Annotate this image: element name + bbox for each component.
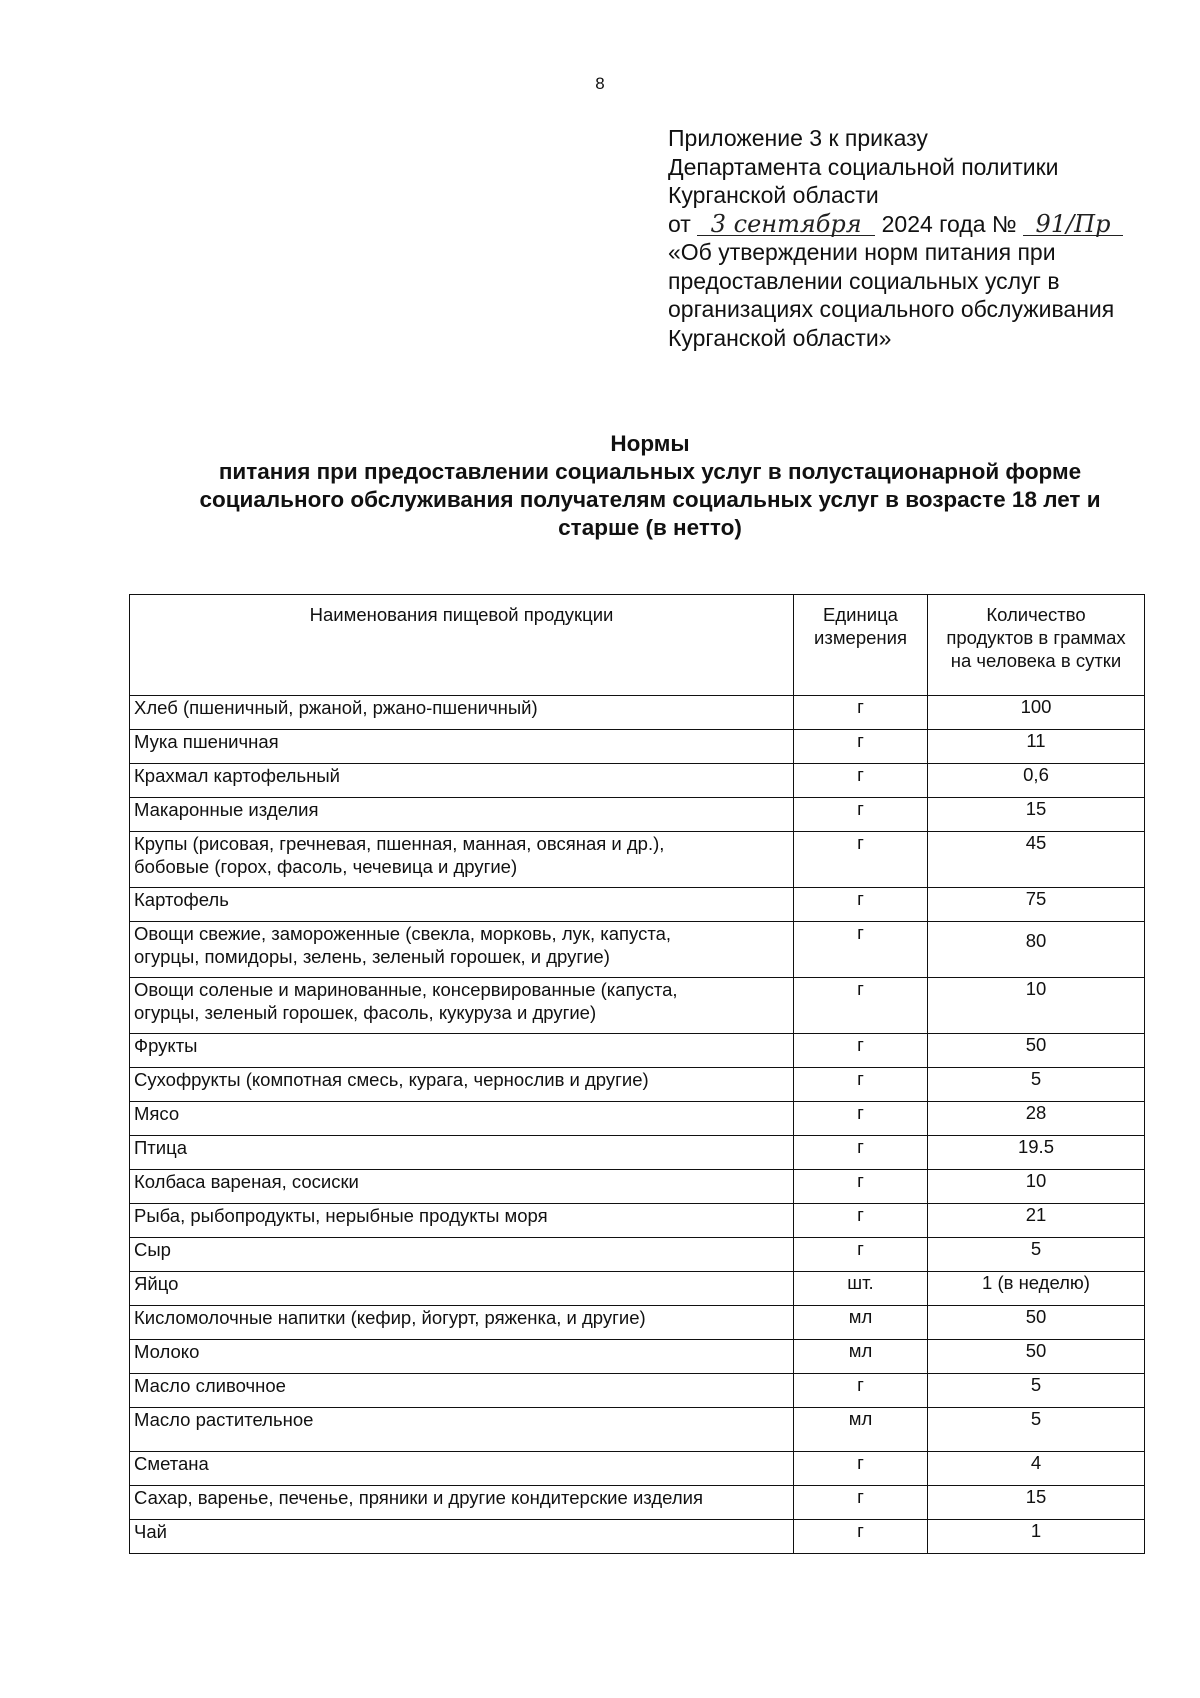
table-row — [130, 978, 1145, 1034]
header-text: продуктов в граммах — [946, 627, 1126, 648]
table-row — [130, 1204, 1145, 1238]
product-quantity: 21 — [928, 1204, 1145, 1238]
table-row — [130, 922, 1145, 978]
header-text: Количество — [986, 604, 1086, 625]
nutrition-norms-table — [129, 594, 1145, 1554]
product-name: Мука пшеничная — [130, 730, 794, 764]
product-unit: мл — [794, 1306, 928, 1340]
table-row — [130, 1102, 1145, 1136]
product-name: Мясо — [130, 1102, 794, 1136]
table-row — [130, 1452, 1145, 1486]
product-quantity: 28 — [928, 1102, 1145, 1136]
table-row — [130, 1374, 1145, 1408]
product-quantity: 1 (в неделю) — [928, 1272, 1145, 1306]
table-row — [130, 1068, 1145, 1102]
product-quantity: 50 — [928, 1034, 1145, 1068]
product-unit: г — [794, 978, 928, 1034]
product-name: Кисломолочные напитки (кефир, йогурт, ряженка, и другие) — [130, 1306, 794, 1340]
product-name-line: Крупы (рисовая, гречневая, пшенная, манная, овсяная и др.), — [134, 833, 665, 854]
table-row — [130, 1306, 1145, 1340]
appendix-line: Курганской области» — [668, 324, 892, 351]
product-name: Картофель — [130, 888, 794, 922]
product-name-line: Овощи свежие, замороженные (свекла, морковь, лук, капуста, — [134, 923, 672, 944]
product-unit: шт. — [794, 1272, 928, 1306]
table-row — [130, 764, 1145, 798]
product-name: Рыба, рыбопродукты, нерыбные продукты моря — [130, 1204, 794, 1238]
appendix-line: Курганской области — [668, 182, 879, 208]
table-row — [130, 1034, 1145, 1068]
document-title — [140, 430, 1160, 542]
product-quantity: 15 — [928, 798, 1145, 832]
product-quantity: 5 — [928, 1374, 1145, 1408]
table-row — [130, 696, 1145, 730]
product-unit: г — [794, 1068, 928, 1102]
table-row — [130, 798, 1145, 832]
handwritten-order-number: 91/Пр — [1023, 213, 1123, 236]
product-name-line: огурцы, помидоры, зелень, зеленый горошек, и другие) — [134, 946, 610, 967]
product-name: Масло растительное — [130, 1408, 794, 1452]
product-unit: г — [794, 1486, 928, 1520]
table-row — [130, 1272, 1145, 1306]
table-row — [130, 1486, 1145, 1520]
table-row — [130, 1340, 1145, 1374]
product-name: Фрукты — [130, 1034, 794, 1068]
header-text: измерения — [814, 627, 907, 648]
table-row — [130, 730, 1145, 764]
product-unit: г — [794, 730, 928, 764]
page-number: 8 — [595, 74, 605, 93]
product-quantity: 1 — [928, 1520, 1145, 1554]
table-row — [130, 1136, 1145, 1170]
product-name: Сухофрукты (компотная смесь, курага, чернослив и другие) — [130, 1068, 794, 1102]
product-quantity: 19.5 — [928, 1136, 1145, 1170]
product-quantity: 5 — [928, 1238, 1145, 1272]
product-name: Крахмал картофельный — [130, 764, 794, 798]
product-unit: г — [794, 1452, 928, 1486]
appendix-line: Департамента социальной политики — [668, 153, 1059, 180]
product-name — [130, 922, 794, 978]
table-header-row — [130, 595, 1145, 696]
product-unit: г — [794, 888, 928, 922]
product-name: Макаронные изделия — [130, 798, 794, 832]
table-row — [130, 888, 1145, 922]
product-name-line: бобовые (горох, фасоль, чечевица и другие) — [134, 856, 518, 877]
product-unit: г — [794, 1204, 928, 1238]
product-quantity: 80 — [928, 922, 1145, 978]
product-quantity: 100 — [928, 696, 1145, 730]
column-header-quantity — [928, 595, 1145, 696]
product-name: Масло сливочное — [130, 1374, 794, 1408]
appendix-line: предоставлении социальных услуг в — [668, 267, 1060, 294]
product-name: Молоко — [130, 1340, 794, 1374]
product-quantity: 10 — [928, 1170, 1145, 1204]
product-name: Птица — [130, 1136, 794, 1170]
title-line: питания при предоставлении социальных услуг в полустационарной форме — [218, 459, 1082, 484]
product-quantity: 4 — [928, 1452, 1145, 1486]
appendix-line: организациях социального обслуживания — [668, 296, 1115, 322]
product-name: Сметана — [130, 1452, 794, 1486]
handwritten-date: 3 сентября — [697, 213, 875, 236]
product-unit: г — [794, 922, 928, 978]
product-quantity: 45 — [928, 832, 1145, 888]
product-unit: г — [794, 1034, 928, 1068]
appendix-line: Приложение 3 к приказу — [668, 125, 928, 151]
date-prefix: от — [668, 210, 691, 237]
product-unit: г — [794, 696, 928, 730]
product-quantity: 10 — [928, 978, 1145, 1034]
appendix-line: «Об утверждении норм питания при — [668, 239, 1056, 265]
date-year: 2024 года № — [881, 210, 1017, 237]
appendix-header — [668, 124, 1168, 352]
product-unit: г — [794, 1102, 928, 1136]
header-text: Единица — [823, 604, 898, 625]
table-row — [130, 1238, 1145, 1272]
product-quantity: 0,6 — [928, 764, 1145, 798]
title-line: Нормы — [610, 431, 690, 456]
order-date-line — [668, 210, 1168, 239]
product-name: Яйцо — [130, 1272, 794, 1306]
product-name: Чай — [130, 1520, 794, 1554]
product-name-line: Овощи соленые и маринованные, консервированные (капуста, — [134, 979, 678, 1000]
product-quantity: 11 — [928, 730, 1145, 764]
product-unit: г — [794, 1374, 928, 1408]
header-text: на человека в сутки — [950, 650, 1122, 671]
table-row — [130, 1520, 1145, 1554]
product-name — [130, 832, 794, 888]
product-quantity: 50 — [928, 1306, 1145, 1340]
product-quantity: 5 — [928, 1068, 1145, 1102]
product-unit: мл — [794, 1408, 928, 1452]
product-unit: г — [794, 832, 928, 888]
product-quantity: 75 — [928, 888, 1145, 922]
product-unit: г — [794, 1238, 928, 1272]
table-row — [130, 1408, 1145, 1452]
table-row — [130, 1170, 1145, 1204]
product-name-line: огурцы, зеленый горошек, фасоль, кукуруза и другие) — [134, 1002, 597, 1023]
column-header-unit — [794, 595, 928, 696]
product-unit: г — [794, 1170, 928, 1204]
product-name: Хлеб (пшеничный, ржаной, ржано-пшеничный) — [130, 696, 794, 730]
title-line: старше (в нетто) — [558, 515, 742, 540]
title-line: социального обслуживания получателям социальных услуг в возрасте 18 лет и — [199, 487, 1101, 512]
column-header-name: Наименования пищевой продукции — [130, 595, 794, 696]
product-unit: г — [794, 798, 928, 832]
product-name: Колбаса вареная, сосиски — [130, 1170, 794, 1204]
product-quantity: 5 — [928, 1408, 1145, 1452]
product-unit: г — [794, 1136, 928, 1170]
product-name — [130, 978, 794, 1034]
product-quantity: 15 — [928, 1486, 1145, 1520]
product-unit: мл — [794, 1340, 928, 1374]
product-name: Сыр — [130, 1238, 794, 1272]
product-unit: г — [794, 1520, 928, 1554]
product-quantity: 50 — [928, 1340, 1145, 1374]
table-row — [130, 832, 1145, 888]
product-name: Сахар, варенье, печенье, пряники и другие кондитерские изделия — [130, 1486, 794, 1520]
product-unit: г — [794, 764, 928, 798]
